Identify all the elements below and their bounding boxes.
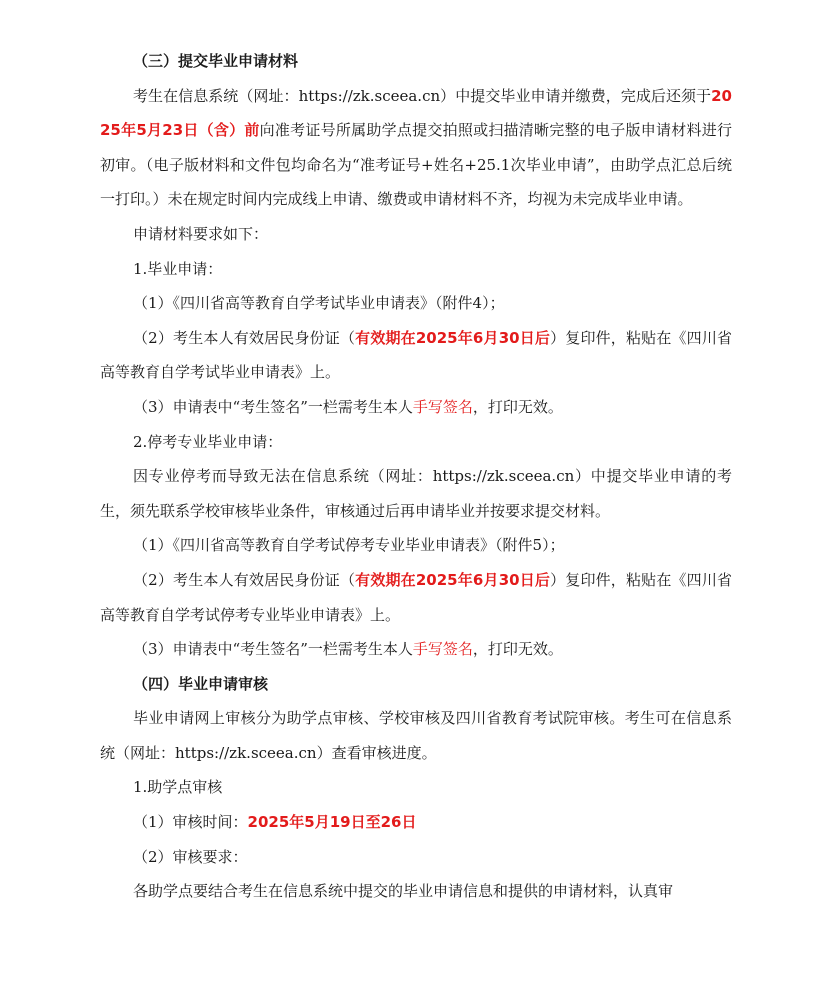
text: ，打印无效。 xyxy=(472,397,563,416)
validity-note: 有效期在2025年6月30日后 xyxy=(355,570,551,589)
list-item xyxy=(100,805,732,840)
deadline-date: 2025年5月23日（含）前 xyxy=(100,86,732,140)
text: ）复印件，粘贴在《四川省高等教育自学考试停考专业毕业申请表》上。 xyxy=(100,570,733,624)
paragraph-submit-instructions xyxy=(100,79,732,217)
paragraph-review-requirements: 各助学点要结合考生在信息系统中提交的毕业申请信息和提供的申请材料，认真审 xyxy=(133,882,674,901)
section-heading-review: （四）毕业申请审核 xyxy=(133,674,269,693)
requirements-intro: 申请材料要求如下： xyxy=(133,224,269,243)
list-item xyxy=(100,563,732,632)
paragraph-review-overview: 毕业申请网上审核分为助学点审核、学校审核及四川省教育考试院审核。考生可在信息系统（网址：https://zk.sceea.cn）查看审核进度。 xyxy=(100,709,732,762)
text: （3）申请表中“考生签名”一栏需考生本人 xyxy=(133,640,413,659)
list-item xyxy=(100,321,732,390)
text: ）复印件，粘贴在《四川省高等教育自学考试毕业申请表》上。 xyxy=(100,328,733,382)
review-period: 2025年5月19日至26日 xyxy=(247,813,417,832)
subheading-graduation-application: 1.毕业申请： xyxy=(133,259,223,278)
list-item: （1）《四川省高等教育自学考试停考专业毕业申请表》（附件5）； xyxy=(133,536,565,555)
list-item xyxy=(100,632,732,667)
handwritten-signature-note: 手写签名 xyxy=(412,640,473,659)
text: （1）审核时间： xyxy=(133,813,248,832)
section-heading-submit-materials: （三）提交毕业申请材料 xyxy=(133,52,299,70)
text: （2）考生本人有效居民身份证（ xyxy=(133,328,356,347)
list-item: （1）《四川省高等教育自学考试毕业申请表》（附件4）； xyxy=(133,294,505,313)
handwritten-signature-note: 手写签名 xyxy=(412,397,473,416)
text: 向准考证号所属助学点提交拍照或扫描清晰完整的电子版申请材料进行初审。（电子版材料和文件包均命名为“准考证号+姓名+25.1次毕业申请”，由助学点汇总后统一打印。）未在规定时间内完成线上申请、缴费或申请材料不齐，均视为未完成毕业申请。 xyxy=(100,121,732,209)
paragraph-discontinued-major: 因专业停考而导致无法在信息系统（网址：https://zk.sceea.cn）中提交毕业申请的考生，须先联系学校审核毕业条件，审核通过后再申请毕业并按要求提交材料。 xyxy=(100,467,732,520)
text: （3）申请表中“考生签名”一栏需考生本人 xyxy=(133,397,413,416)
text: 考生在信息系统（网址：https://zk.sceea.cn）中提交毕业申请并缴费，完成后还须于 xyxy=(133,86,712,105)
subheading-discontinued-major: 2.停考专业毕业申请： xyxy=(133,432,283,451)
list-item: （2）审核要求： xyxy=(133,847,248,866)
validity-note: 有效期在2025年6月30日后 xyxy=(355,328,551,347)
list-item xyxy=(100,390,732,425)
text: ，打印无效。 xyxy=(472,640,563,659)
subheading-study-center-review: 1.助学点审核 xyxy=(133,778,223,797)
text: （2）考生本人有效居民身份证（ xyxy=(133,570,356,589)
